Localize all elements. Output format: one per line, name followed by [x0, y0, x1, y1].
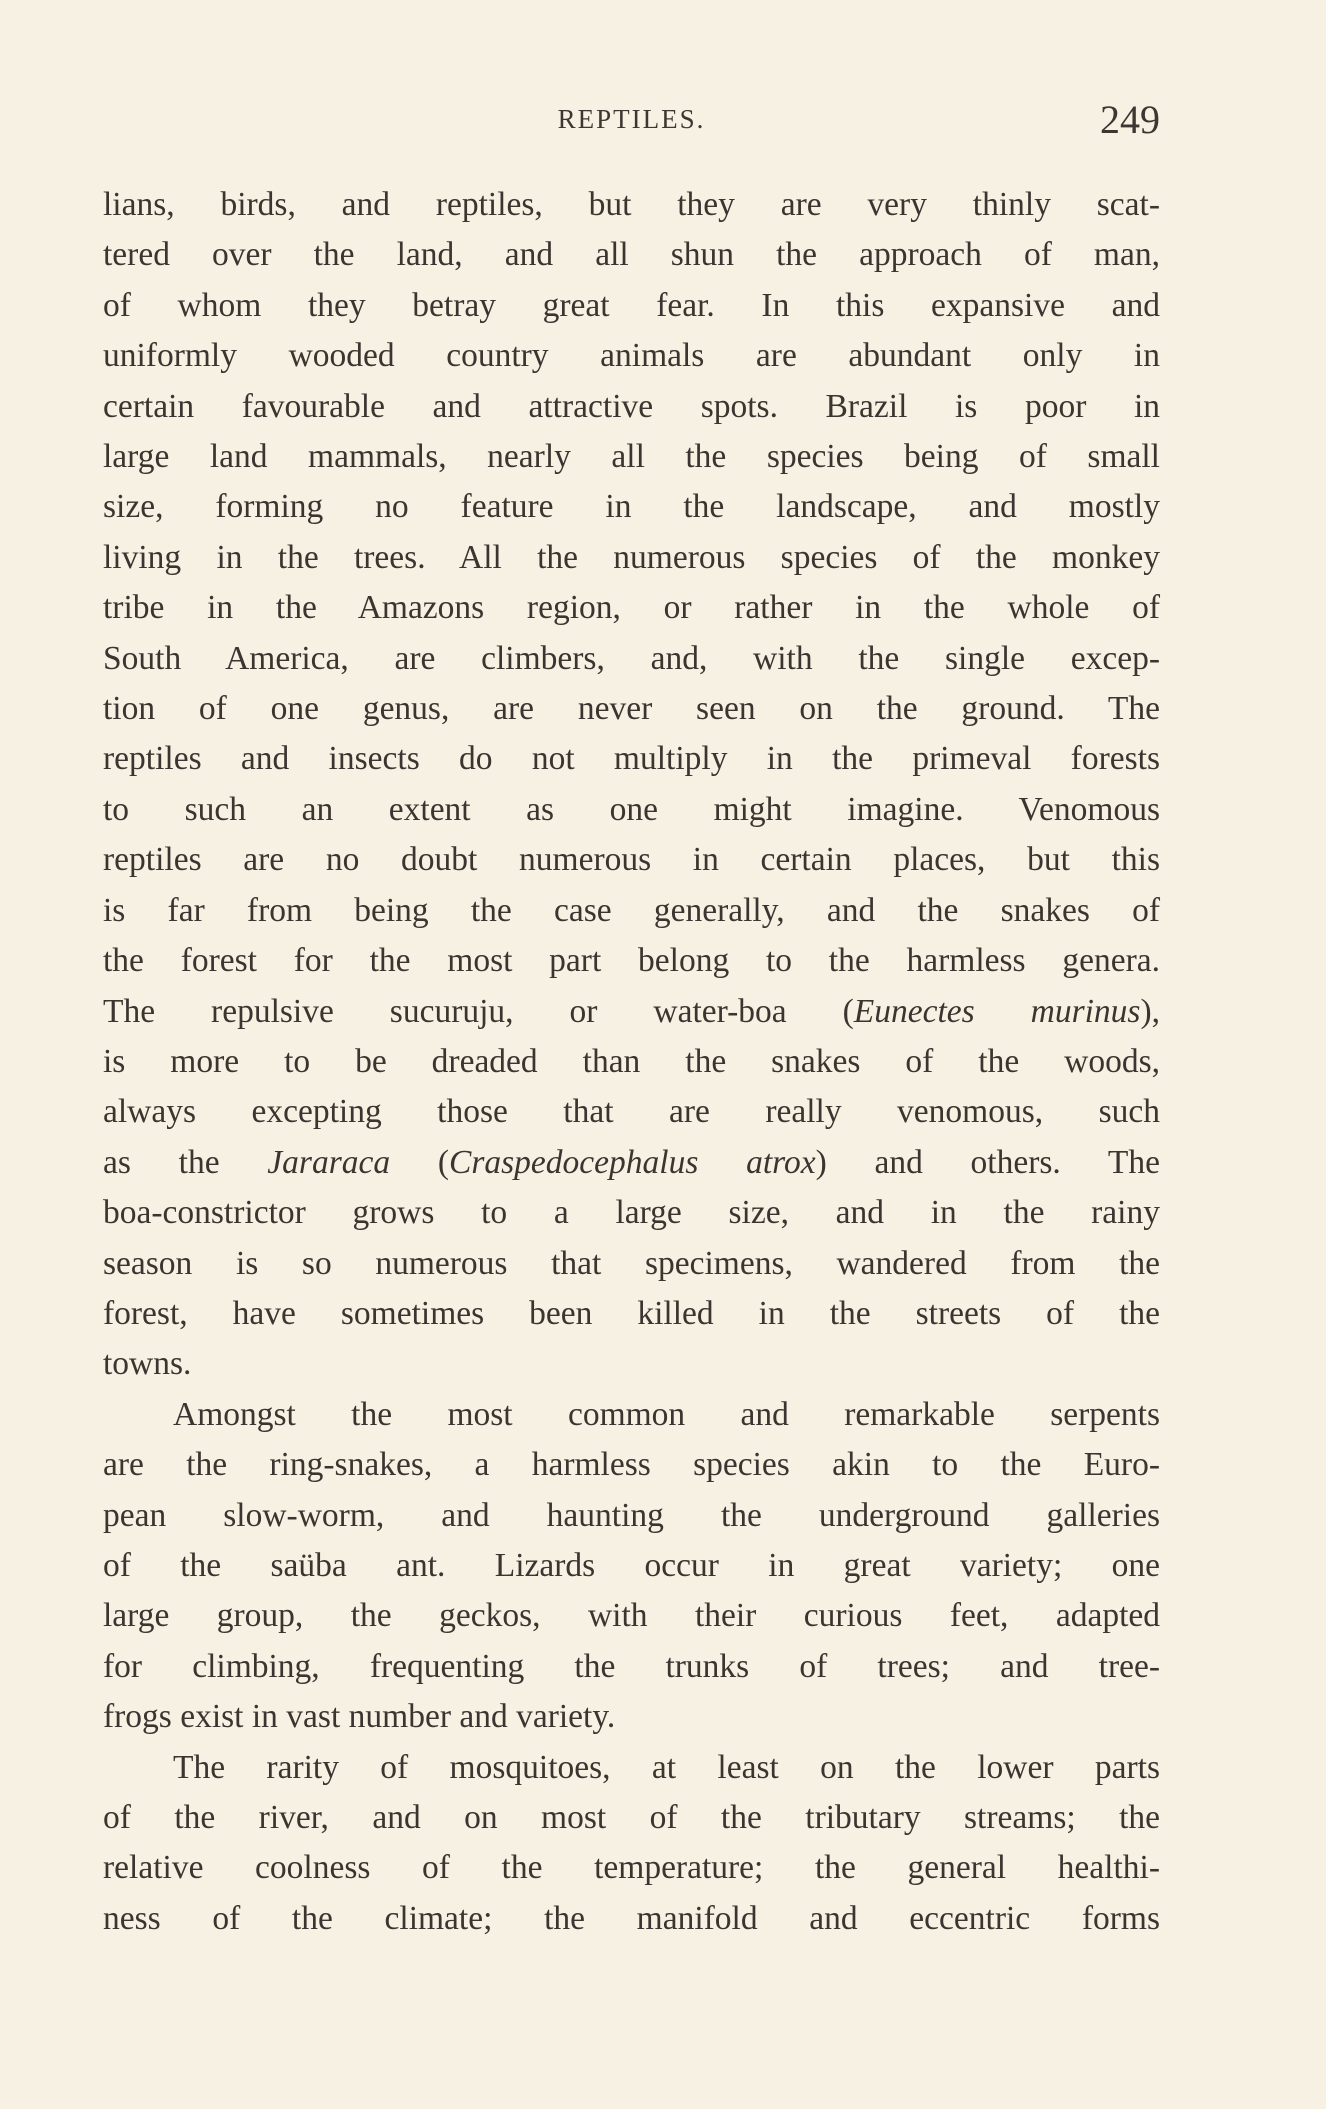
text-line: for climbing, frequenting the trunks of trees; and tree-: [103, 1647, 1160, 1685]
text-line: of the river, and on most of the tributary streams; the: [103, 1799, 1160, 1836]
paragraph-1: [103, 180, 1160, 1390]
text-line: boa-constrictor grows to a large size, and in the rainy: [103, 1194, 1160, 1232]
text-line: are the ring-snakes, a harmless species akin to the Euro-: [103, 1446, 1160, 1484]
text-line: is more to be dreaded than the snakes of the woods,: [103, 1042, 1160, 1080]
text-line: [103, 1138, 1160, 1188]
page-number: 249: [1100, 97, 1160, 142]
text-line: reptiles and insects do not multiply in the primeval forests: [103, 740, 1160, 778]
text-line: [103, 987, 1160, 1037]
species-name-eunectes: Eunectes murinus: [853, 992, 1141, 1030]
text-run: (: [390, 1143, 449, 1181]
species-name-jararaca: Jararaca: [267, 1143, 391, 1181]
text-line: the forest for the most part belong to the harmless genera.: [103, 942, 1160, 980]
text-line: reptiles are no doubt numerous in certain places, but this: [103, 841, 1160, 879]
text-run: ) and others. The: [815, 1143, 1161, 1181]
text-line: tribe in the Amazons region, or rather in the whole of: [103, 589, 1160, 627]
text-line: large land mammals, nearly all the species being of small: [103, 438, 1160, 476]
text-line: South America, are climbers, and, with the single excep-: [103, 639, 1160, 677]
text-line: of the saüba ant. Lizards occur in great variety; one: [103, 1546, 1160, 1584]
text-line: The rarity of mosquitoes, at least on the lower parts: [173, 1748, 1160, 1786]
page-header: [103, 97, 1160, 150]
paragraph-2: [103, 1390, 1160, 1743]
species-name-craspedocephalus: Craspedocephalus atrox: [449, 1143, 816, 1181]
text-line: uniformly wooded country animals are abundant only in: [103, 337, 1160, 375]
text-line: certain favourable and attractive spots. Brazil is poor in: [103, 387, 1160, 425]
text-line: large group, the geckos, with their curious feet, adapted: [103, 1597, 1160, 1635]
text-run: as the: [103, 1143, 268, 1181]
text-line: ness of the climate; the manifold and eccentric forms: [103, 1899, 1160, 1937]
text-line: of whom they betray great fear. In this expansive and: [103, 286, 1160, 324]
text-line: living in the trees. All the numerous species of the monkey: [103, 538, 1160, 576]
text-line: pean slow-worm, and haunting the underground galleries: [103, 1496, 1160, 1534]
paragraph-3: [103, 1743, 1160, 1945]
text-line: towns.: [103, 1345, 192, 1383]
text-run: The repulsive sucuruju, or water-boa (: [103, 992, 854, 1030]
text-line: to such an extent as one might imagine. Venomous: [103, 790, 1160, 828]
running-head: REPTILES.: [557, 104, 706, 134]
text-line: always excepting those that are really venomous, such: [103, 1093, 1160, 1131]
text-line: season is so numerous that specimens, wandered from the: [103, 1244, 1160, 1282]
text-line: frogs exist in vast number and variety.: [103, 1698, 616, 1736]
text-line: tered over the land, and all shun the approach of man,: [103, 236, 1160, 274]
text-line: size, forming no feature in the landscape, and mostly: [103, 488, 1160, 526]
text-line: relative coolness of the temperature; the general healthi-: [103, 1849, 1160, 1887]
text-run: ),: [1140, 992, 1160, 1030]
text-line: is far from being the case generally, and the snakes of: [103, 891, 1160, 929]
text-line: forest, have sometimes been killed in the streets of the: [103, 1294, 1160, 1332]
text-line: Amongst the most common and remarkable serpents: [173, 1395, 1160, 1433]
body-text: [103, 180, 1160, 1944]
text-line: lians, birds, and reptiles, but they are very thinly scat-: [103, 186, 1160, 223]
text-line: tion of one genus, are never seen on the ground. The: [103, 690, 1160, 728]
